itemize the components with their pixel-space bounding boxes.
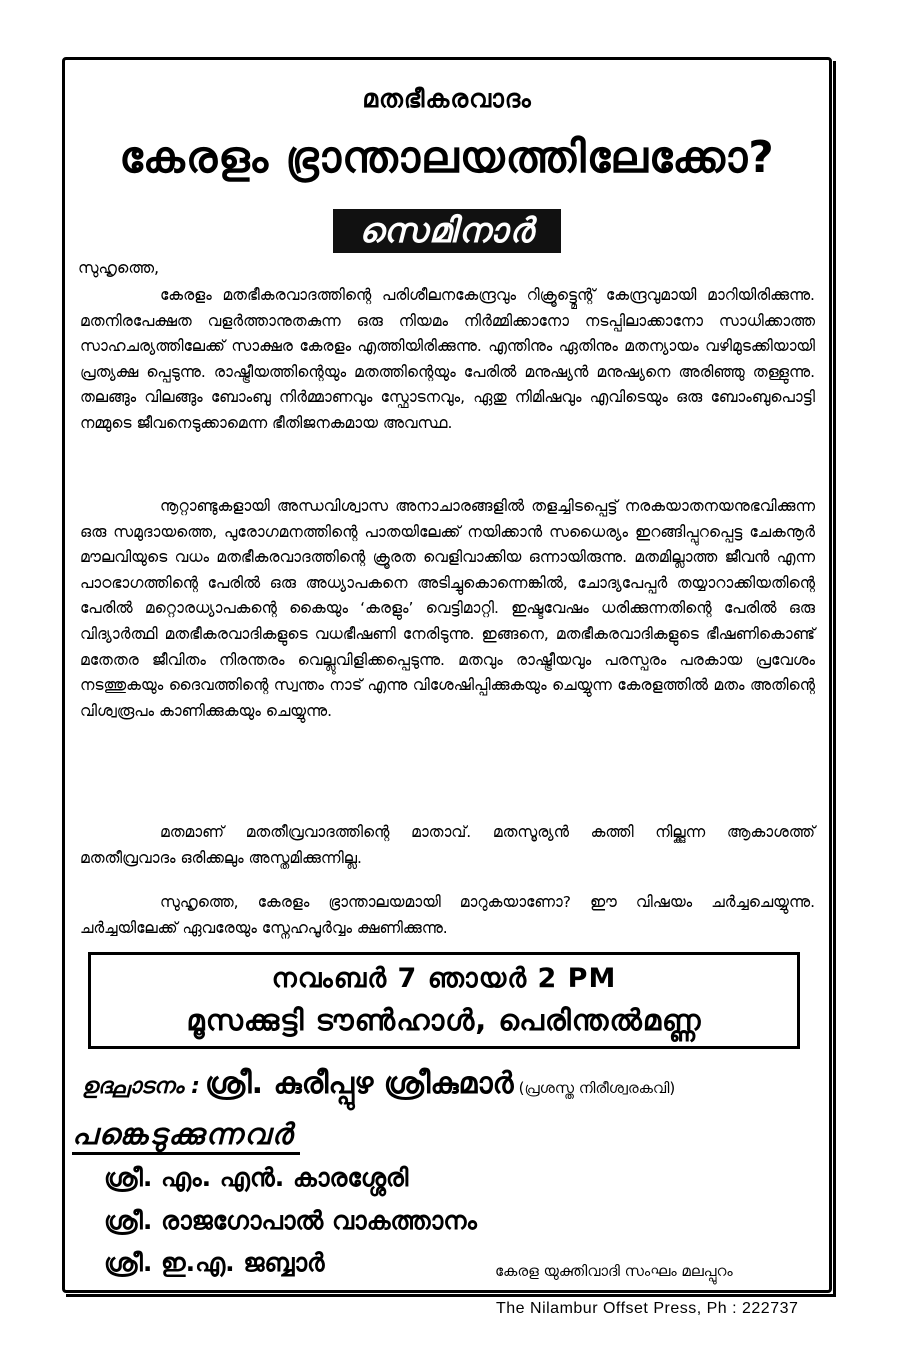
seminar-banner [62,209,832,253]
participant: ശ്രീ. രാജഗോപാൽ വാകത്താനം [104,1206,477,1235]
inauguration [82,1066,822,1101]
kicker: മതഭീകരവാദം [362,84,532,113]
event-date: നവംബർ 7 ഞായർ 2 PM [271,963,617,994]
participant: ശ്രീ. എം. എൻ. കാരശ്ശേരി [104,1163,409,1192]
seminar-label: സെമിനാർ [333,209,561,253]
paragraph-1: കേരളം മതഭീകരവാദത്തിന്റെ പരിശീലനകേന്ദ്രവും റിക്രൂട്ട്മെന്റ് കേന്ദ്രവുമായി മാറിയിരിക്കുന്നു. മതനിരപേക്ഷത വളർത്താനുതകുന്ന ഒരു നിയമം നിർമ്മിക്കാനോ നടപ്പിലാക്കാനോ സാധിക്കാത്ത സാഹചര്യത്തിലേക്ക് സാക്ഷര കേരളം എത്തിയിരിക്കുന്നു. എന്തിനും ഏതിനും മതന്യായം വഴിമുടക്കിയായി പ്രത്യക്ഷ പ്പെടുന്നു. രാഷ്ട്രീയത്തിന്റെയും മതത്തിന്റെയും പേരിൽ മനുഷ്യൻ മനുഷ്യനെ അരിഞ്ഞു തള്ളുന്നു. തലങ്ങും വിലങ്ങും ബോംബു നിർമ്മാണവും സ്ഫോടനവും, ഏതു നിമിഷവും എവിടെയും ഒരു ബോംബുപൊട്ടി നമ്മുടെ ജീവനെടുക്കാമെന്ന ഭീതിജനകമായ അവസ്ഥ. [80,286,815,432]
event-box [88,952,800,1049]
participants-heading: പങ്കെടുക്കുന്നവർ [72,1116,300,1155]
greeting: സുഹൃത്തെ, [78,258,160,277]
inauguration-label: ഉദ്ഘാടനം : [82,1074,200,1099]
press-credit: The Nilambur Offset Press, Ph : 222737 [496,1300,799,1317]
participant: ശ്രീ. ഇ.എ. ജബ്ബാർ [104,1248,325,1277]
inaugurator-name: ശ്രീ. കുരീപ്പുഴ ശ്രീകുമാർ [205,1066,514,1101]
headline: കേരളം ഭ്രാന്താലയത്തിലേക്കോ? [119,132,775,183]
organizer: കേരള യുക്തിവാദി സംഘം മലപ്പുറം [495,1262,733,1280]
event-venue: മൂസക്കുട്ടി ടൗൺഹാൾ, പെരിന്തൽമണ്ണ [186,1003,702,1037]
paragraph-4: സുഹൃത്തെ, കേരളം ഭ്രാന്താലയമായി മാറുകയാണോ? ഈ വിഷയം ചർച്ചചെയ്യുന്നു. ചർച്ചയിലേക്ക് ഏവരേയും സ്നേഹപൂർവ്വം ക്ഷണിക്കുന്നു. [80,893,815,937]
paragraph-2: നൂറ്റാണ്ടുകളായി അന്ധവിശ്വാസ അനാചാരങ്ങളിൽ തളച്ചിടപ്പെട്ട് നരകയാതനയനുഭവിക്കുന്ന ഒരു സമുദായത്തെ, പുരോഗമനത്തിന്റെ പാതയിലേക്ക് നയിക്കാൻ സധൈര്യം ഇറങ്ങിപ്പുറപ്പെട്ട ചേകനൂർ മൗലവിയുടെ വധം മതഭീകരവാദത്തിന്റെ ക്രൂരത വെളിവാക്കിയ ഒന്നായിരുന്നു. മതമില്ലാത്ത ജീവൻ എന്ന പാഠഭാഗത്തിന്റെ പേരിൽ ഒരു അധ്യാപകനെ അടിച്ചുകൊന്നെങ്കിൽ, ചോദ്യപേപ്പർ തയ്യാറാക്കിയതിന്റെ പേരിൽ മറ്റൊരധ്യാപകന്റെ കൈയും ‘കരളും’ വെട്ടിമാറ്റി. ഇഷ്ടവേഷം ധരിക്കുന്നതിന്റെ പേരിൽ ഒരു വിദ്യാർത്ഥി മതഭീകരവാദികളുടെ വധഭീഷണി നേരിടുന്നു. ഇങ്ങനെ, മതഭീകരവാദികളുടെ ഭീഷണികൊണ്ട് മതേതര ജീവിതം നിരന്തരം വെല്ലുവിളിക്കപ്പെടുന്നു. മതവും രാഷ്ട്രീയവും പരസ്പരം പരകായ പ്രവേശം നടത്തുകയും ദൈവത്തിന്റെ സ്വന്തം നാട് എന്നു വിശേഷിപ്പിക്കുകയും ചെയ്യുന്ന കേരളത്തിൽ മതം അതിന്റെ വിശ്വരൂപം കാണിക്കുകയും ചെയ്യുന്നു. [80,497,815,720]
inaugurator-note: (പ്രശസ്ത നിരീശ്വരകവി) [518,1079,676,1097]
paragraph-3: മതമാണ് മതതീവ്രവാദത്തിന്റെ മാതാവ്. മതസൂര്യൻ കത്തി നില്ക്കുന്ന ആകാശത്ത് മതതീവ്രവാദം ഒരിക്കലും അസ്തമിക്കുന്നില്ല. [80,823,815,867]
